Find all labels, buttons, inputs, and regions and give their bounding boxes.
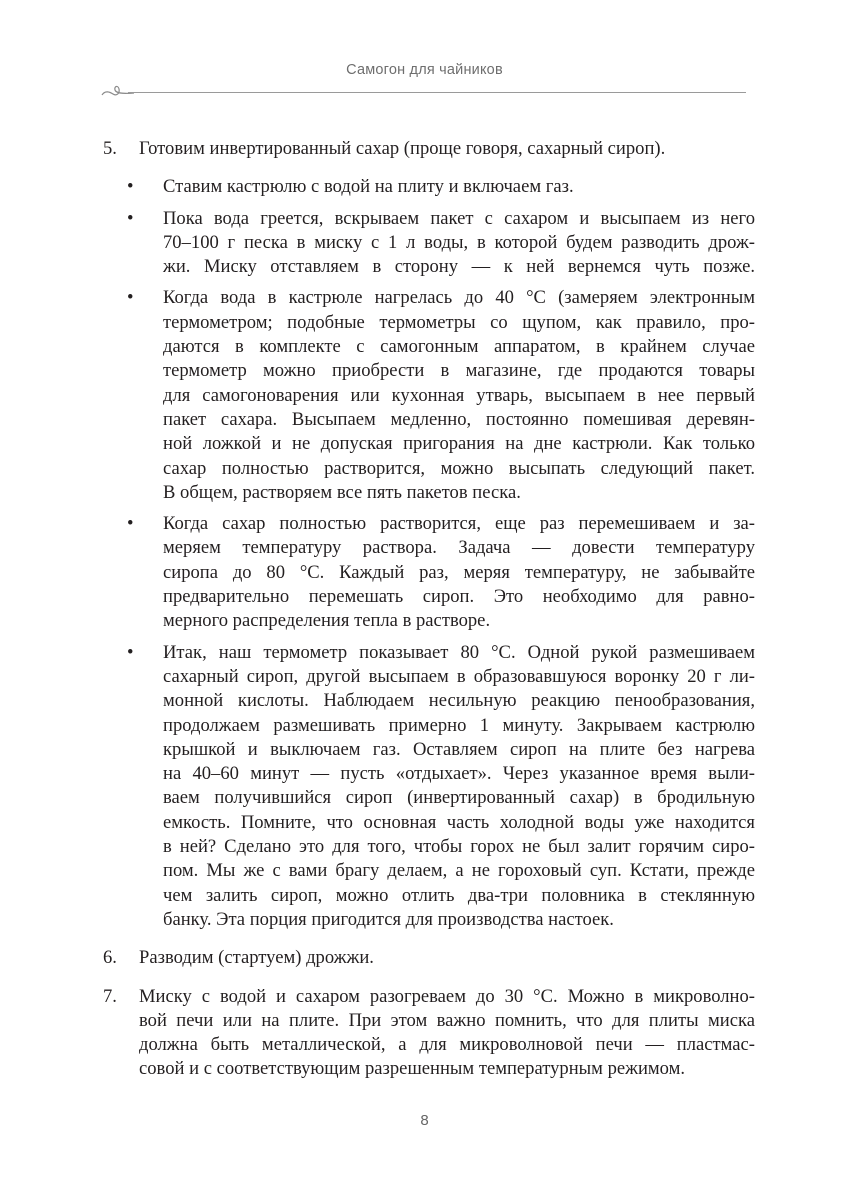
running-title: Самогон для чайников	[346, 62, 503, 78]
text-line: сиропа до 80 °С. Каждый раз, меряя температуру, не забывайте	[163, 561, 755, 583]
numbered-item-6	[103, 946, 755, 970]
page-number: 8	[420, 1112, 429, 1129]
item-title: Разводим (стартуем) дрожжи.	[139, 947, 374, 969]
text-line: Когда сахар полностью растворится, еще раз перемешиваем и за-	[163, 513, 755, 535]
numbered-item-7	[103, 985, 755, 1082]
text-line: банку. Эта порция пригодится для производства настоек.	[163, 908, 614, 930]
bullet-item	[127, 286, 755, 505]
text-line: мерного распределения тепла в растворе.	[163, 610, 491, 632]
text-line: сахар полностью растворится, можно высыпать следующий пакет.	[163, 457, 755, 479]
text-line: монной кислоты. Наблюдаем несильную реакцию пенообразования,	[163, 690, 755, 712]
text-line: пакет сахара. Высыпаем медленно, постоянно помешивая деревян-	[163, 408, 755, 430]
header-rule	[128, 92, 746, 93]
text-line: ной ложкой и не допуская пригорания на дне кастрюли. Как только	[163, 433, 755, 455]
text-line: даются в комплекте с самогонным аппаратом, в крайнем случае	[163, 336, 755, 358]
text-line: должна быть металлической, а для микроволновой печи — пластмас-	[139, 1034, 755, 1056]
flourish-ornament-icon	[100, 80, 134, 100]
text-line: продолжаем размешивать примерно 1 минуту. Закрываем кастрюлю	[163, 714, 755, 736]
text-line: совой и с соответствующим разрешенным температурным режимом.	[139, 1058, 686, 1080]
text-line: Пока вода греется, вскрываем пакет с сахаром и высыпаем из него	[163, 207, 755, 229]
bullet-icon: •	[127, 641, 134, 663]
text-line: Ставим кастрюлю с водой на плиту и включаем газ.	[163, 176, 574, 198]
text-line: меряем температуру раствора. Задача — довести температуру	[163, 537, 755, 559]
text-line: предварительно перемешать сироп. Это необходимо для равно-	[163, 586, 755, 608]
text-line: пом. Мы же с вами брагу делаем, а не гороховый суп. Кстати, прежде	[163, 860, 755, 882]
text-line: В общем, растворяем все пять пакетов песка.	[163, 481, 521, 503]
bullet-item	[127, 512, 755, 633]
text-line: для самогоноварения или кухонная утварь, высыпаем в нее первый	[163, 384, 755, 406]
text-line: емкость. Помните, что основная часть холодной воды уже находится	[163, 811, 755, 833]
bullet-item	[127, 641, 755, 933]
bullet-item	[127, 207, 755, 280]
text-line: жи. Миску отставляем в сторону — к ней вернемся чуть позже.	[163, 256, 755, 278]
item-number: 6.	[103, 947, 117, 969]
text-line: 70–100 г песка в миску с 1 л воды, в которой будем разводить дрож-	[163, 231, 755, 253]
bullet-list	[103, 175, 755, 932]
numbered-item-5	[103, 137, 755, 932]
item-number: 7.	[103, 985, 117, 1007]
text-line: термометр можно приобрести в магазине, где продаются товары	[163, 360, 755, 382]
bullet-icon: •	[127, 176, 134, 198]
item-title: Готовим инвертированный сахар (проще говоря, сахарный сироп).	[139, 138, 666, 159]
text-line: Итак, наш термометр показывает 80 °С. Одной рукой размешиваем	[163, 641, 755, 663]
text-line: ваем получившийся сироп (инвертированный сахар) в бродильную	[163, 787, 755, 809]
text-line: Миску с водой и сахаром разогреваем до 30 °С. Можно в микроволно-	[139, 985, 755, 1007]
bullet-item	[127, 175, 755, 199]
body-text	[103, 137, 755, 1096]
text-line: чем залить сироп, можно отлить два-три половника в стеклянную	[163, 884, 755, 906]
text-line: термометром; подобные термометры со щупом, как правило, про-	[163, 311, 755, 333]
text-line: в ней? Сделано это для того, чтобы горох не был залит горячим сиро-	[163, 836, 755, 858]
bullet-icon: •	[127, 513, 134, 535]
bullet-icon: •	[127, 287, 134, 309]
text-line: Когда вода в кастрюле нагрелась до 40 °С (замеряем электронным	[163, 287, 755, 309]
text-line: вой печи или на плите. При этом важно помнить, что для плиты миска	[139, 1009, 755, 1031]
text-line: сахарный сироп, другой высыпаем в образовавшуюся воронку 20 г ли-	[163, 665, 755, 687]
bullet-icon: •	[127, 207, 134, 229]
text-line: крышкой и выключаем газ. Оставляем сироп на плите без нагрева	[163, 738, 755, 760]
item-number: 5.	[103, 138, 117, 159]
text-line: на 40–60 минут — пусть «отдыхает». Через указанное время выли-	[163, 763, 755, 785]
